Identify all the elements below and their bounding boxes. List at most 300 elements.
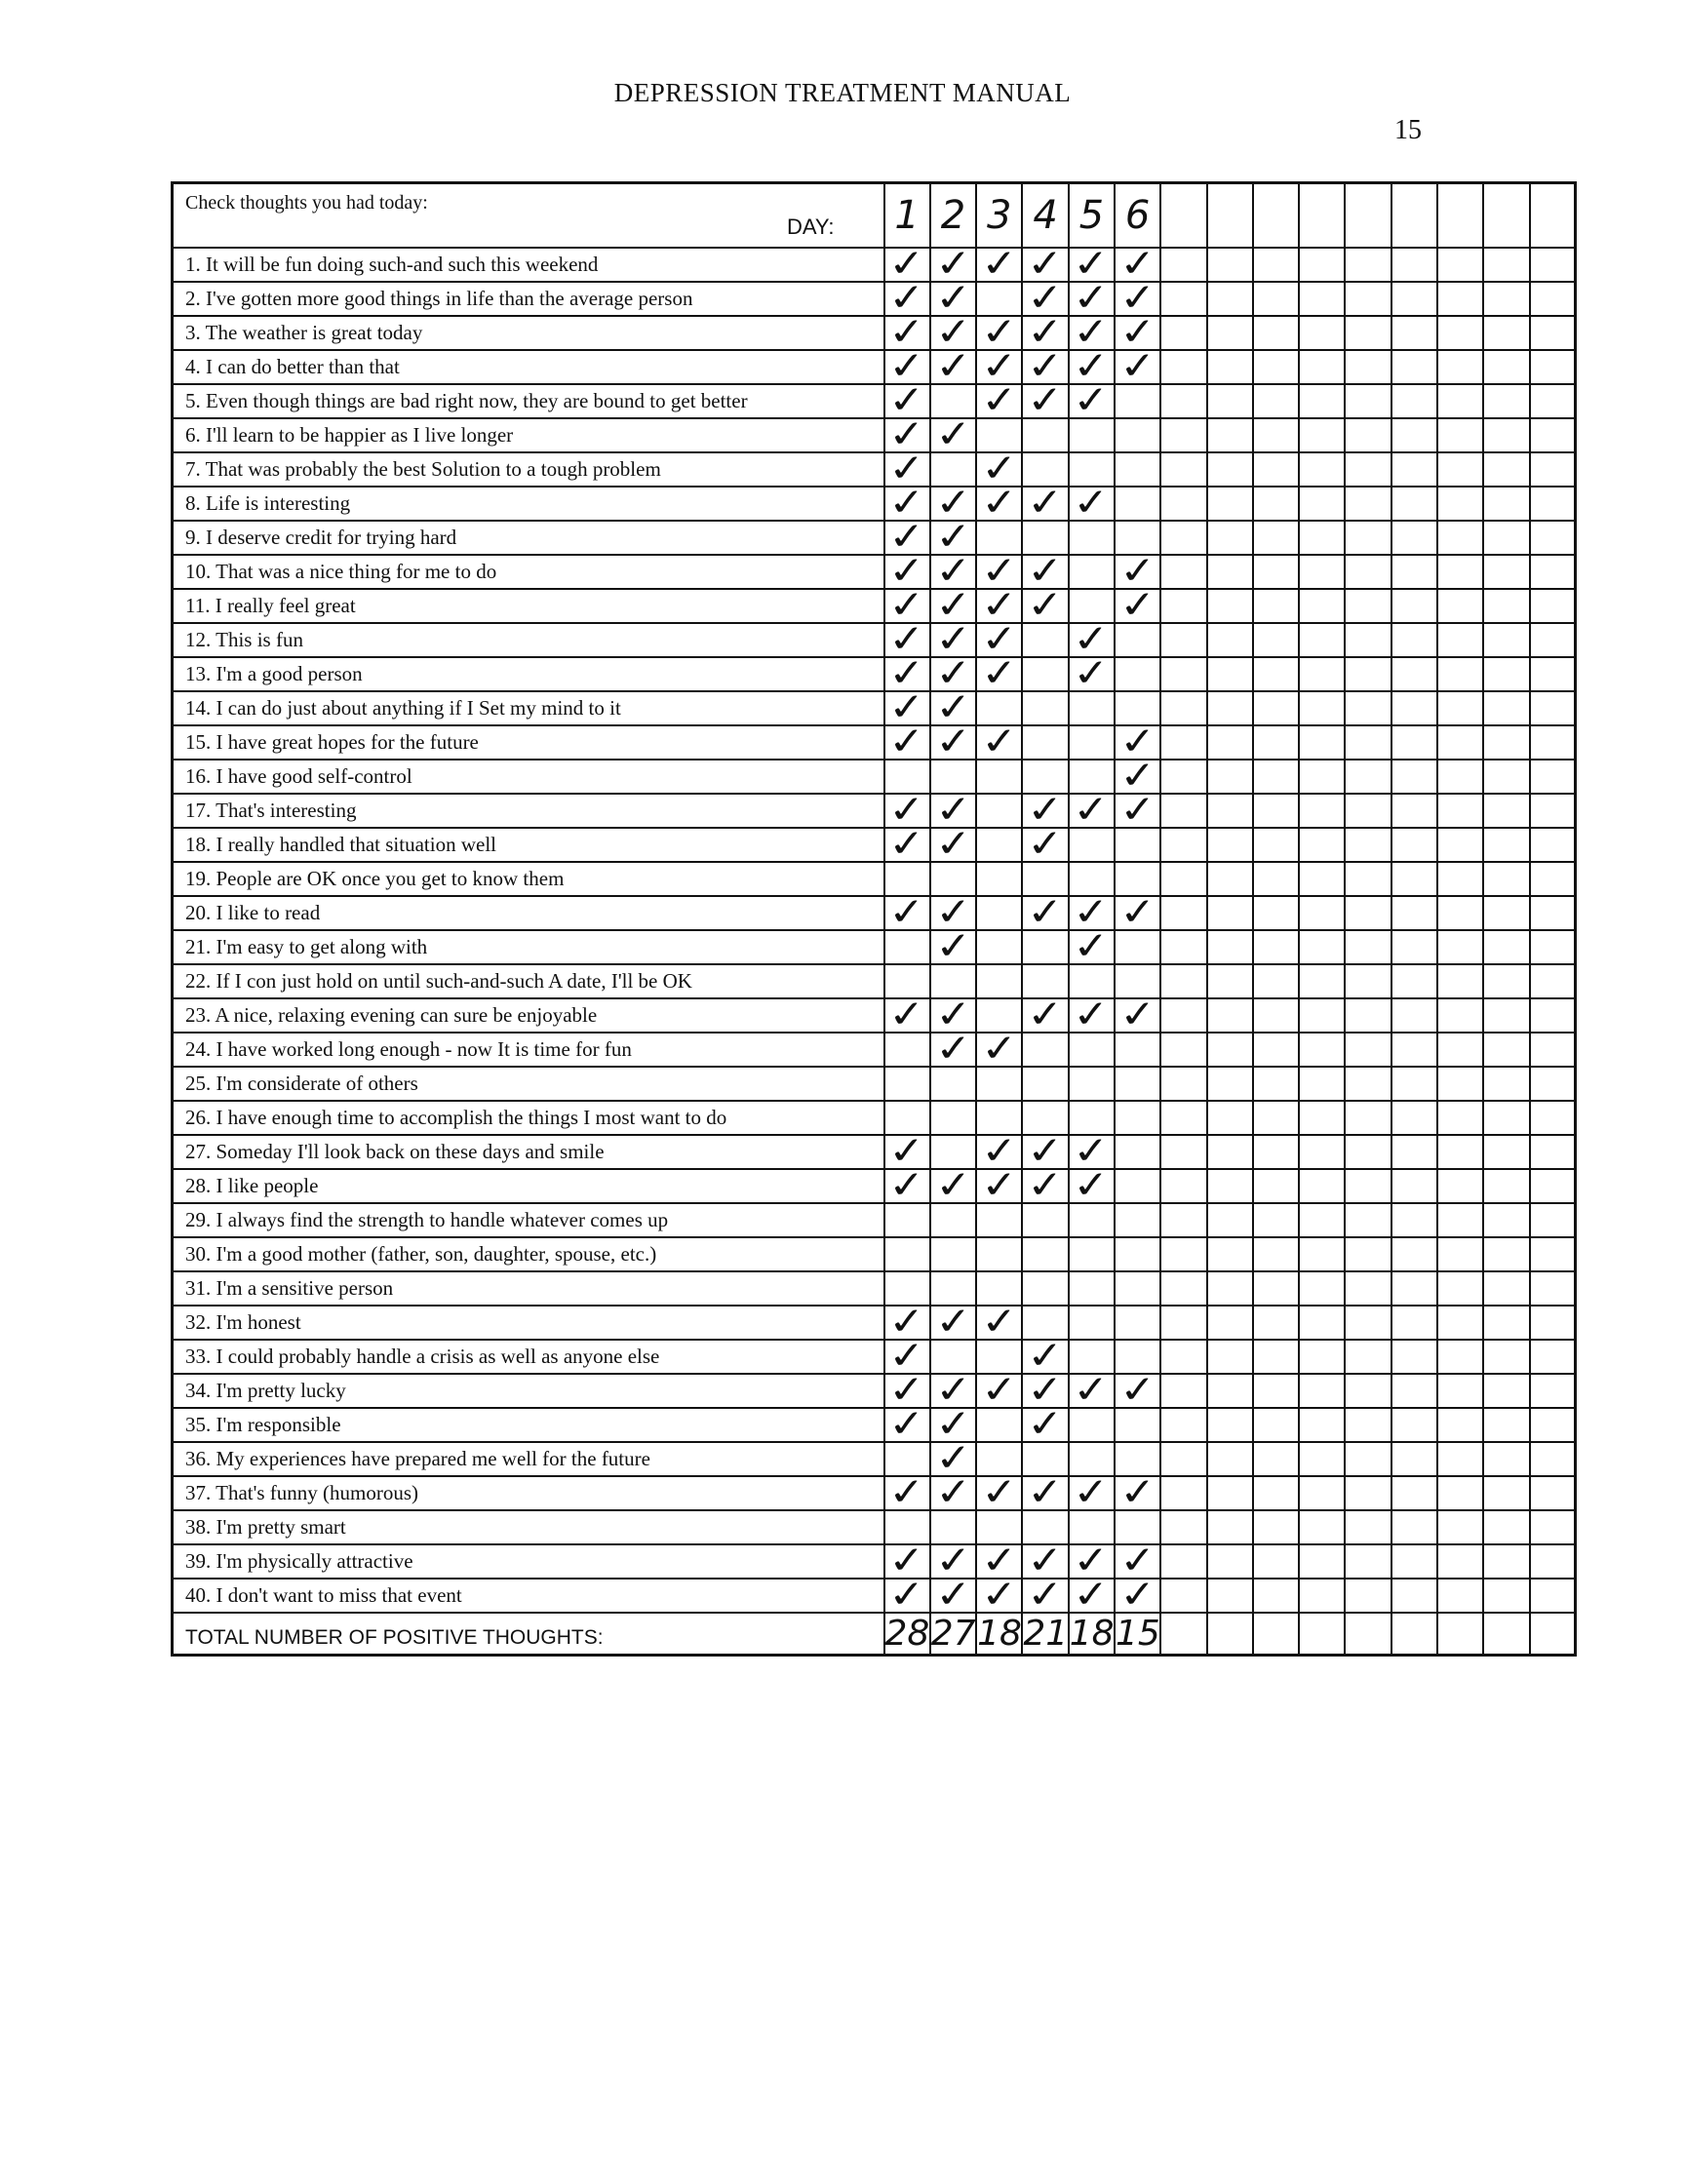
check-cell[interactable] [1115,1067,1160,1101]
check-cell[interactable] [1483,1340,1529,1374]
check-cell[interactable] [1391,964,1437,998]
check-cell[interactable] [1391,282,1437,316]
check-cell[interactable] [1437,316,1483,350]
check-cell[interactable] [1391,418,1437,452]
check-cell[interactable] [1069,376,1115,422]
check-cell[interactable] [1345,760,1391,794]
check-cell[interactable] [1483,1306,1529,1340]
check-cell[interactable] [1530,384,1576,418]
check-cell[interactable] [1345,418,1391,452]
check-cell[interactable] [1160,794,1206,828]
check-cell[interactable] [1299,930,1345,964]
check-cell[interactable] [1299,316,1345,350]
check-cell[interactable] [1437,555,1483,589]
check-cell[interactable] [1022,1271,1068,1306]
check-cell[interactable] [1530,282,1576,316]
check-cell[interactable] [1022,1571,1068,1617]
check-cell[interactable] [1391,350,1437,384]
check-cell[interactable] [884,1161,930,1207]
check-cell[interactable] [1207,350,1253,384]
check-cell[interactable] [1253,1510,1299,1544]
check-cell[interactable] [930,1067,976,1101]
check-cell[interactable] [1160,1067,1206,1101]
check-cell[interactable] [1345,1510,1391,1544]
check-cell[interactable] [1391,794,1437,828]
check-cell[interactable] [1345,862,1391,896]
check-cell[interactable] [976,1161,1022,1207]
check-cell[interactable] [1437,725,1483,760]
check-cell[interactable] [1299,1237,1345,1271]
check-cell[interactable] [930,1237,976,1271]
check-cell[interactable] [1207,964,1253,998]
check-cell[interactable] [1530,350,1576,384]
check-cell[interactable] [1483,896,1529,930]
check-cell[interactable] [1530,1271,1576,1306]
check-cell[interactable] [1299,1340,1345,1374]
check-cell[interactable] [1530,1306,1576,1340]
check-cell[interactable] [1345,1237,1391,1271]
check-cell[interactable] [930,820,976,866]
check-cell[interactable] [1069,1203,1115,1237]
check-cell[interactable] [1115,888,1160,934]
check-cell[interactable] [1160,896,1206,930]
check-cell[interactable] [1069,521,1115,555]
check-cell[interactable] [1530,691,1576,725]
check-cell[interactable] [1299,794,1345,828]
check-cell[interactable] [884,1571,930,1617]
check-cell[interactable] [1160,1101,1206,1135]
check-cell[interactable] [1207,521,1253,555]
check-cell[interactable] [1530,760,1576,794]
check-cell[interactable] [1437,1271,1483,1306]
check-cell[interactable] [1483,316,1529,350]
check-cell[interactable] [1253,589,1299,623]
check-cell[interactable] [1483,794,1529,828]
check-cell[interactable] [1391,1510,1437,1544]
check-cell[interactable] [1299,589,1345,623]
check-cell[interactable] [1253,1579,1299,1613]
check-cell[interactable] [1069,1067,1115,1101]
check-cell[interactable] [1160,828,1206,862]
check-cell[interactable] [1299,452,1345,487]
check-cell[interactable] [1391,1169,1437,1203]
check-cell[interactable] [1437,350,1483,384]
check-cell[interactable] [1483,964,1529,998]
check-cell[interactable] [1253,1374,1299,1408]
check-cell[interactable] [1391,1408,1437,1442]
check-cell[interactable] [1437,1476,1483,1510]
check-cell[interactable] [1207,248,1253,282]
check-cell[interactable] [1207,452,1253,487]
check-cell[interactable] [1207,418,1253,452]
check-cell[interactable] [1437,1237,1483,1271]
check-cell[interactable] [1207,282,1253,316]
check-cell[interactable] [1483,691,1529,725]
check-cell[interactable] [1483,589,1529,623]
check-cell[interactable] [1299,1203,1345,1237]
check-cell[interactable] [1160,725,1206,760]
check-cell[interactable] [1345,248,1391,282]
check-cell[interactable] [1437,521,1483,555]
check-cell[interactable] [1530,1033,1576,1067]
check-cell[interactable] [1022,479,1068,525]
check-cell[interactable] [1115,657,1160,691]
check-cell[interactable] [1483,555,1529,589]
check-cell[interactable] [1253,282,1299,316]
check-cell[interactable] [1530,1340,1576,1374]
check-cell[interactable] [976,1571,1022,1617]
check-cell[interactable] [1253,725,1299,760]
check-cell[interactable] [976,1366,1022,1412]
check-cell[interactable] [1022,1067,1068,1101]
check-cell[interactable] [1299,657,1345,691]
check-cell[interactable] [1207,1067,1253,1101]
check-cell[interactable] [1530,1101,1576,1135]
check-cell[interactable] [976,718,1022,763]
check-cell[interactable] [1253,1067,1299,1101]
check-cell[interactable] [1530,452,1576,487]
check-cell[interactable] [1483,452,1529,487]
check-cell[interactable] [1345,896,1391,930]
check-cell[interactable] [1483,1203,1529,1237]
check-cell[interactable] [1207,828,1253,862]
check-cell[interactable] [930,1161,976,1207]
check-cell[interactable] [1437,657,1483,691]
check-cell[interactable] [1253,487,1299,521]
check-cell[interactable] [1207,896,1253,930]
check-cell[interactable] [1160,555,1206,589]
check-cell[interactable] [1437,1442,1483,1476]
check-cell[interactable] [1253,794,1299,828]
check-cell[interactable] [1115,1408,1160,1442]
check-cell[interactable] [1207,1271,1253,1306]
check-cell[interactable] [1253,1237,1299,1271]
check-cell[interactable] [1253,1033,1299,1067]
check-cell[interactable] [1483,384,1529,418]
check-cell[interactable] [1530,1544,1576,1579]
check-cell[interactable] [976,1067,1022,1101]
check-cell[interactable] [976,1408,1022,1442]
check-cell[interactable] [1299,998,1345,1033]
check-cell[interactable] [1391,1237,1437,1271]
check-cell[interactable] [1530,794,1576,828]
check-cell[interactable] [1160,248,1206,282]
check-cell[interactable] [1345,657,1391,691]
check-cell[interactable] [1069,1161,1115,1207]
check-cell[interactable] [1160,862,1206,896]
check-cell[interactable] [976,479,1022,525]
check-cell[interactable] [1391,487,1437,521]
check-cell[interactable] [1530,1510,1576,1544]
check-cell[interactable] [1022,820,1068,866]
check-cell[interactable] [1253,555,1299,589]
check-cell[interactable] [1345,1101,1391,1135]
check-cell[interactable] [1345,384,1391,418]
check-cell[interactable] [1160,1374,1206,1408]
check-cell[interactable] [1253,964,1299,998]
check-cell[interactable] [1022,1203,1068,1237]
check-cell[interactable] [1483,1169,1529,1203]
check-cell[interactable] [1253,1135,1299,1169]
check-cell[interactable] [1299,248,1345,282]
check-cell[interactable] [1253,1203,1299,1237]
check-cell[interactable] [1160,1033,1206,1067]
check-cell[interactable] [1299,1476,1345,1510]
check-cell[interactable] [1391,1271,1437,1306]
check-cell[interactable] [1299,384,1345,418]
check-cell[interactable] [1299,350,1345,384]
check-cell[interactable] [1207,1203,1253,1237]
check-cell[interactable] [1207,1408,1253,1442]
check-cell[interactable] [1160,1237,1206,1271]
check-cell[interactable] [1345,930,1391,964]
check-cell[interactable] [1437,760,1483,794]
check-cell[interactable] [1115,342,1160,388]
check-cell[interactable] [1391,555,1437,589]
check-cell[interactable] [1345,1306,1391,1340]
check-cell[interactable] [930,1298,976,1344]
check-cell[interactable] [1160,657,1206,691]
check-cell[interactable] [1160,487,1206,521]
check-cell[interactable] [1207,1237,1253,1271]
check-cell[interactable] [930,1101,976,1135]
check-cell[interactable] [976,862,1022,896]
check-cell[interactable] [1391,1476,1437,1510]
check-cell[interactable] [1253,998,1299,1033]
check-cell[interactable] [884,1400,930,1446]
check-cell[interactable] [930,922,976,968]
check-cell[interactable] [1345,998,1391,1033]
check-cell[interactable] [1345,452,1391,487]
check-cell[interactable] [1299,1033,1345,1067]
check-cell[interactable] [1022,1400,1068,1446]
check-cell[interactable] [1069,1271,1115,1306]
check-cell[interactable] [1299,1579,1345,1613]
check-cell[interactable] [976,896,1022,930]
check-cell[interactable] [1483,862,1529,896]
check-cell[interactable] [884,820,930,866]
check-cell[interactable] [1483,828,1529,862]
check-cell[interactable] [1530,623,1576,657]
check-cell[interactable] [1160,452,1206,487]
check-cell[interactable] [1530,1067,1576,1101]
check-cell[interactable] [1345,1169,1391,1203]
check-cell[interactable] [884,1203,930,1237]
check-cell[interactable] [1437,1510,1483,1544]
check-cell[interactable] [1299,896,1345,930]
check-cell[interactable] [1022,581,1068,627]
check-cell[interactable] [1253,418,1299,452]
check-cell[interactable] [1069,418,1115,452]
check-cell[interactable] [1345,1135,1391,1169]
check-cell[interactable] [1391,725,1437,760]
check-cell[interactable] [1530,316,1576,350]
check-cell[interactable] [1207,1374,1253,1408]
check-cell[interactable] [976,1237,1022,1271]
check-cell[interactable] [1115,1169,1160,1203]
check-cell[interactable] [1345,691,1391,725]
check-cell[interactable] [1160,521,1206,555]
check-cell[interactable] [1207,1169,1253,1203]
check-cell[interactable] [1391,248,1437,282]
check-cell[interactable] [1530,487,1576,521]
check-cell[interactable] [1391,1442,1437,1476]
check-cell[interactable] [1160,418,1206,452]
check-cell[interactable] [1207,1579,1253,1613]
check-cell[interactable] [1483,487,1529,521]
check-cell[interactable] [1530,1374,1576,1408]
check-cell[interactable] [1299,725,1345,760]
check-cell[interactable] [1530,725,1576,760]
check-cell[interactable] [1299,862,1345,896]
check-cell[interactable] [1207,555,1253,589]
check-cell[interactable] [1253,1306,1299,1340]
check-cell[interactable] [1115,930,1160,964]
check-cell[interactable] [1115,623,1160,657]
check-cell[interactable] [1115,1203,1160,1237]
check-cell[interactable] [1391,1579,1437,1613]
check-cell[interactable] [976,376,1022,422]
check-cell[interactable] [1483,930,1529,964]
check-cell[interactable] [1483,1067,1529,1101]
check-cell[interactable] [1437,1306,1483,1340]
check-cell[interactable] [1115,418,1160,452]
check-cell[interactable] [1391,691,1437,725]
check-cell[interactable] [1207,998,1253,1033]
check-cell[interactable] [1391,862,1437,896]
check-cell[interactable] [1299,1442,1345,1476]
check-cell[interactable] [1345,1408,1391,1442]
check-cell[interactable] [1160,930,1206,964]
check-cell[interactable] [1530,1442,1576,1476]
check-cell[interactable] [1483,1579,1529,1613]
check-cell[interactable] [1391,1101,1437,1135]
check-cell[interactable] [1437,1544,1483,1579]
check-cell[interactable] [1391,623,1437,657]
check-cell[interactable] [976,760,1022,794]
check-cell[interactable] [1207,1510,1253,1544]
check-cell[interactable] [1253,896,1299,930]
check-cell[interactable] [1437,964,1483,998]
check-cell[interactable] [1483,998,1529,1033]
check-cell[interactable] [1160,1169,1206,1203]
check-cell[interactable] [1069,828,1115,862]
check-cell[interactable] [1530,896,1576,930]
check-cell[interactable] [1022,930,1068,964]
check-cell[interactable] [1115,1571,1160,1617]
check-cell[interactable] [1437,691,1483,725]
check-cell[interactable] [1069,1237,1115,1271]
check-cell[interactable] [1345,1476,1391,1510]
check-cell[interactable] [1345,725,1391,760]
check-cell[interactable] [1483,1237,1529,1271]
check-cell[interactable] [1069,725,1115,760]
check-cell[interactable] [1299,828,1345,862]
check-cell[interactable] [1207,930,1253,964]
check-cell[interactable] [1345,316,1391,350]
check-cell[interactable] [1391,1203,1437,1237]
check-cell[interactable] [1160,1135,1206,1169]
check-cell[interactable] [1069,786,1115,832]
check-cell[interactable] [976,930,1022,964]
check-cell[interactable] [1253,1101,1299,1135]
check-cell[interactable] [1437,1374,1483,1408]
check-cell[interactable] [1160,1203,1206,1237]
check-cell[interactable] [884,1468,930,1514]
check-cell[interactable] [1160,350,1206,384]
check-cell[interactable] [1483,1476,1529,1510]
check-cell[interactable] [1345,1271,1391,1306]
check-cell[interactable] [930,1468,976,1514]
check-cell[interactable] [1253,452,1299,487]
check-cell[interactable] [930,1203,976,1237]
check-cell[interactable] [1115,1135,1160,1169]
check-cell[interactable] [1115,1366,1160,1412]
check-cell[interactable] [1391,1544,1437,1579]
check-cell[interactable] [1160,964,1206,998]
check-cell[interactable] [976,1025,1022,1071]
check-cell[interactable] [1160,1579,1206,1613]
check-cell[interactable] [1483,760,1529,794]
check-cell[interactable] [1299,1306,1345,1340]
check-cell[interactable] [1437,930,1483,964]
check-cell[interactable] [1530,589,1576,623]
check-cell[interactable] [1530,418,1576,452]
check-cell[interactable] [1391,760,1437,794]
check-cell[interactable] [1345,1579,1391,1613]
check-cell[interactable] [1115,786,1160,832]
check-cell[interactable] [1022,1468,1068,1514]
check-cell[interactable] [1069,479,1115,525]
check-cell[interactable] [1069,1408,1115,1442]
check-cell[interactable] [1022,418,1068,452]
check-cell[interactable] [1299,555,1345,589]
check-cell[interactable] [1207,691,1253,725]
check-cell[interactable] [1437,1169,1483,1203]
check-cell[interactable] [1437,1101,1483,1135]
check-cell[interactable] [1160,282,1206,316]
check-cell[interactable] [1391,384,1437,418]
check-cell[interactable] [1115,1468,1160,1514]
check-cell[interactable] [1530,1135,1576,1169]
check-cell[interactable] [930,1025,976,1071]
check-cell[interactable] [1207,794,1253,828]
check-cell[interactable] [884,1237,930,1271]
check-cell[interactable] [1299,1510,1345,1544]
check-cell[interactable] [1437,896,1483,930]
check-cell[interactable] [1483,1101,1529,1135]
check-cell[interactable] [1207,760,1253,794]
check-cell[interactable] [1069,991,1115,1036]
check-cell[interactable] [1207,1306,1253,1340]
check-cell[interactable] [1483,1033,1529,1067]
check-cell[interactable] [1115,1237,1160,1271]
check-cell[interactable] [1345,1544,1391,1579]
check-cell[interactable] [1437,1135,1483,1169]
check-cell[interactable] [1483,248,1529,282]
check-cell[interactable] [1391,1306,1437,1340]
check-cell[interactable] [1391,1340,1437,1374]
check-cell[interactable] [1160,1476,1206,1510]
check-cell[interactable] [1253,248,1299,282]
check-cell[interactable] [1115,384,1160,418]
check-cell[interactable] [1391,657,1437,691]
check-cell[interactable] [884,718,930,763]
check-cell[interactable] [1299,1135,1345,1169]
check-cell[interactable] [1022,657,1068,691]
check-cell[interactable] [976,828,1022,862]
check-cell[interactable] [1530,1408,1576,1442]
